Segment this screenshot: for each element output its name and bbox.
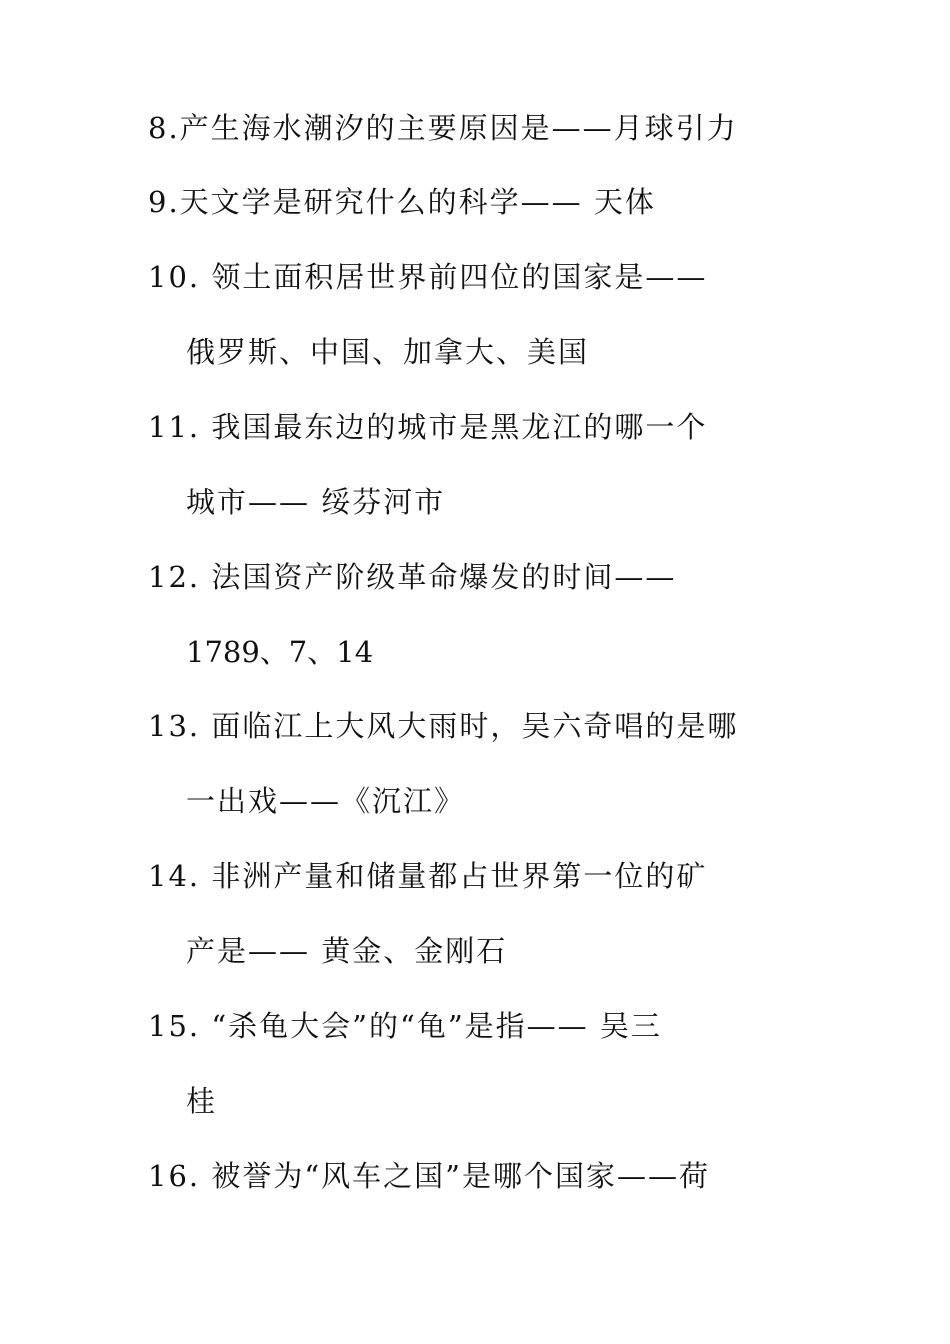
text-line-3: 10. 领土面积居世界前四位的国家是—— xyxy=(148,260,708,294)
text-line-12: 产是—— 黄金、金刚石 xyxy=(186,934,508,968)
text-line-1: 8.产生海水潮汐的主要原因是——月球引力 xyxy=(148,111,738,145)
text-line-11: 14. 非洲产量和储量都占世界第一位的矿 xyxy=(148,859,708,893)
text-line-5: 11. 我国最东边的城市是黑龙江的哪一个 xyxy=(148,410,708,444)
text-line-7: 12. 法国资产阶级革命爆发的时间—— xyxy=(148,560,677,594)
text-line-9: 13. 面临江上大风大雨时，吴六奇唱的是哪 xyxy=(148,709,739,743)
text-line-2: 9.天文学是研究什么的科学—— 天体 xyxy=(148,185,656,219)
text-line-10: 一出戏——《沉江》 xyxy=(186,784,466,818)
text-line-15: 16. 被誉为“风车之国”是哪个国家——荷 xyxy=(148,1159,710,1193)
text-line-13: 15. “杀龟大会”的“龟”是指—— 吴三 xyxy=(148,1009,662,1043)
text-line-6: 城市—— 绥芬河市 xyxy=(186,485,446,519)
text-line-4: 俄罗斯、中国、加拿大、美国 xyxy=(186,335,590,369)
text-line-14: 桂 xyxy=(186,1084,218,1118)
text-line-8: 1789、7、14 xyxy=(186,635,374,669)
